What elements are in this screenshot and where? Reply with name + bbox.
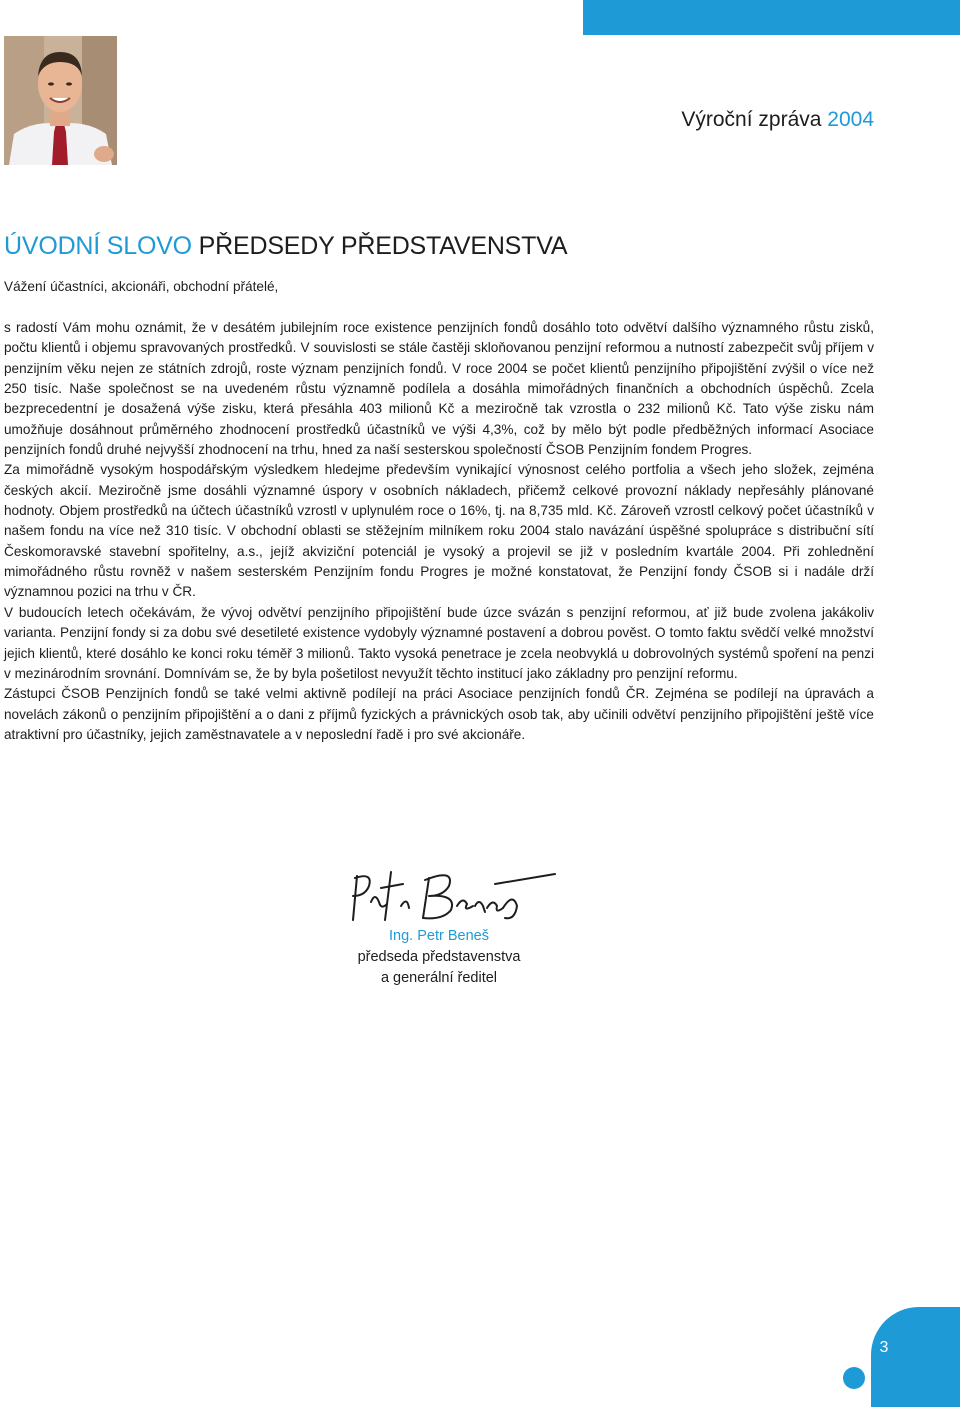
- signatory-role-line1: předseda představenstva: [357, 949, 521, 965]
- signatory-name: Ing. Petr Beneš: [389, 928, 489, 944]
- signatory-role-line2: a generální ředitel: [380, 970, 498, 986]
- top-accent-bar: [583, 0, 960, 35]
- page-heading: [4, 232, 567, 261]
- decorative-dot: [843, 1367, 865, 1389]
- report-title: [681, 108, 874, 132]
- paragraph: V budoucích letech očekávám, že vývoj odvětví penzijního připojištění bude úzce svázán s penzijní reformou, ať již bude zvolena jakákoliv varianta. Penzijní fondy si za dobu své desetileté existence vydobyly významné postavení a dobrou pověst. O tomto faktu svědčí velké množství jejich klientů, které dosáhlo ke konci roku téměř 3 milionů. Takto vysoká penetrace je zcela neobvyklá u dobrovolných systémů spoření na penzi v mezinárodním srovnání. Domnívám se, že by byla pošetilost nevyužít těchto institucí jako základny pro penzijní reformu.: [4, 604, 874, 681]
- paragraph: s radostí Vám mohu oznámit, že v desátém jubilejním roce existence penzijních fondů dosáhlo toto odvětví dalšího významného růstu zisků, počtu klientů i objemu spravovaných prostředků. V souvislosti se stále častěji skloňovanou penzijní reformou a nutností zabezpečit svůj příjem v penzijním věku nejen ze státních zdrojů, roste význam penzijních fondů. V roce 2004 se počet klientů penzijního připojištění zvýšil o více než 250 tisíc. Naše společnost se na uvedeném růstu významně podílela a dosáhla mimořádných finančních a obchodních úspěchů. Zcela bezprecedentní je dosažená výše zisku, která přesáhla 403 milionů Kč a meziročně tak vzrostla o 232 milionů Kč. Tato výše zisku nám umožňuje dosáhnout průměrného zhodnocení prostředků účastníků ve výši 4,3%, což by mělo být podle předběžných informací Asociace penzijních fondů druhé nejvyšší zhodnocení na trhu, hned za naší sesterskou společností ČSOB Penzijním fondem Progres.: [4, 320, 874, 458]
- heading-rest: PŘEDSEDY PŘEDSTAVENSTVA: [198, 232, 568, 260]
- handwritten-signature: [345, 862, 560, 928]
- portrait-photo: [4, 36, 117, 165]
- paragraph: Za mimořádně vysokým hospodářským výsledkem hledejme především vynikající výnosnost celého portfolia a všech jeho složek, zejména českých akcií. Meziročně jsme dosáhli významné úspory v osobních nákladech, přičemž celkové provozní náklady nepřesáhly plánované hodnoty. Objem prostředků na účtech účastníků vzrostl v uplynulém roce o 16%, tj. na 8,735 mld. Kč. Zároveň vzrostl celkový počet účastníků v našem fondu na více než 310 tisíc. V obchodní oblasti se stěžejním milníkem roku 2004 stalo navázání úspěšné spolupráce s distribuční sítí Českomoravské stavební spořitelny, a.s., jejíž akviziční potenciál je vysoký a projevil se již v posledním kvartále 2004. Při zohlednění mimořádného růstu rovněž v našem sesterském Penzijním fondu Progres je možné konstatovat, že Penzijní fondy ČSOB si i nadále drží významnou pozici na trhu v ČR.: [4, 462, 874, 600]
- page-number-tab: [871, 1307, 960, 1407]
- report-year: 2004: [827, 108, 874, 131]
- paragraph: Zástupci ČSOB Penzijních fondů se také velmi aktivně podílejí na práci Asociace penzijních fondů ČR. Zejména se podílejí na úpravách a novelách zákonů o penzijním připojištění a o dani z příjmů fyzických a právnických osob tak, aby učinili odvětví penzijního připojištění ještě více atraktivní pro účastníky, jejich zaměstnavatele a v neposlední řadě i pro své akcionáře.: [4, 686, 874, 742]
- body-text: [4, 318, 874, 745]
- heading-highlight: ÚVODNÍ SLOVO: [4, 232, 192, 260]
- signature-block: [334, 926, 544, 989]
- greeting: Vážení účastníci, akcionáři, obchodní přátelé,: [4, 279, 279, 294]
- page-number: 3: [879, 1339, 889, 1356]
- report-title-text: Výroční zpráva: [681, 108, 822, 131]
